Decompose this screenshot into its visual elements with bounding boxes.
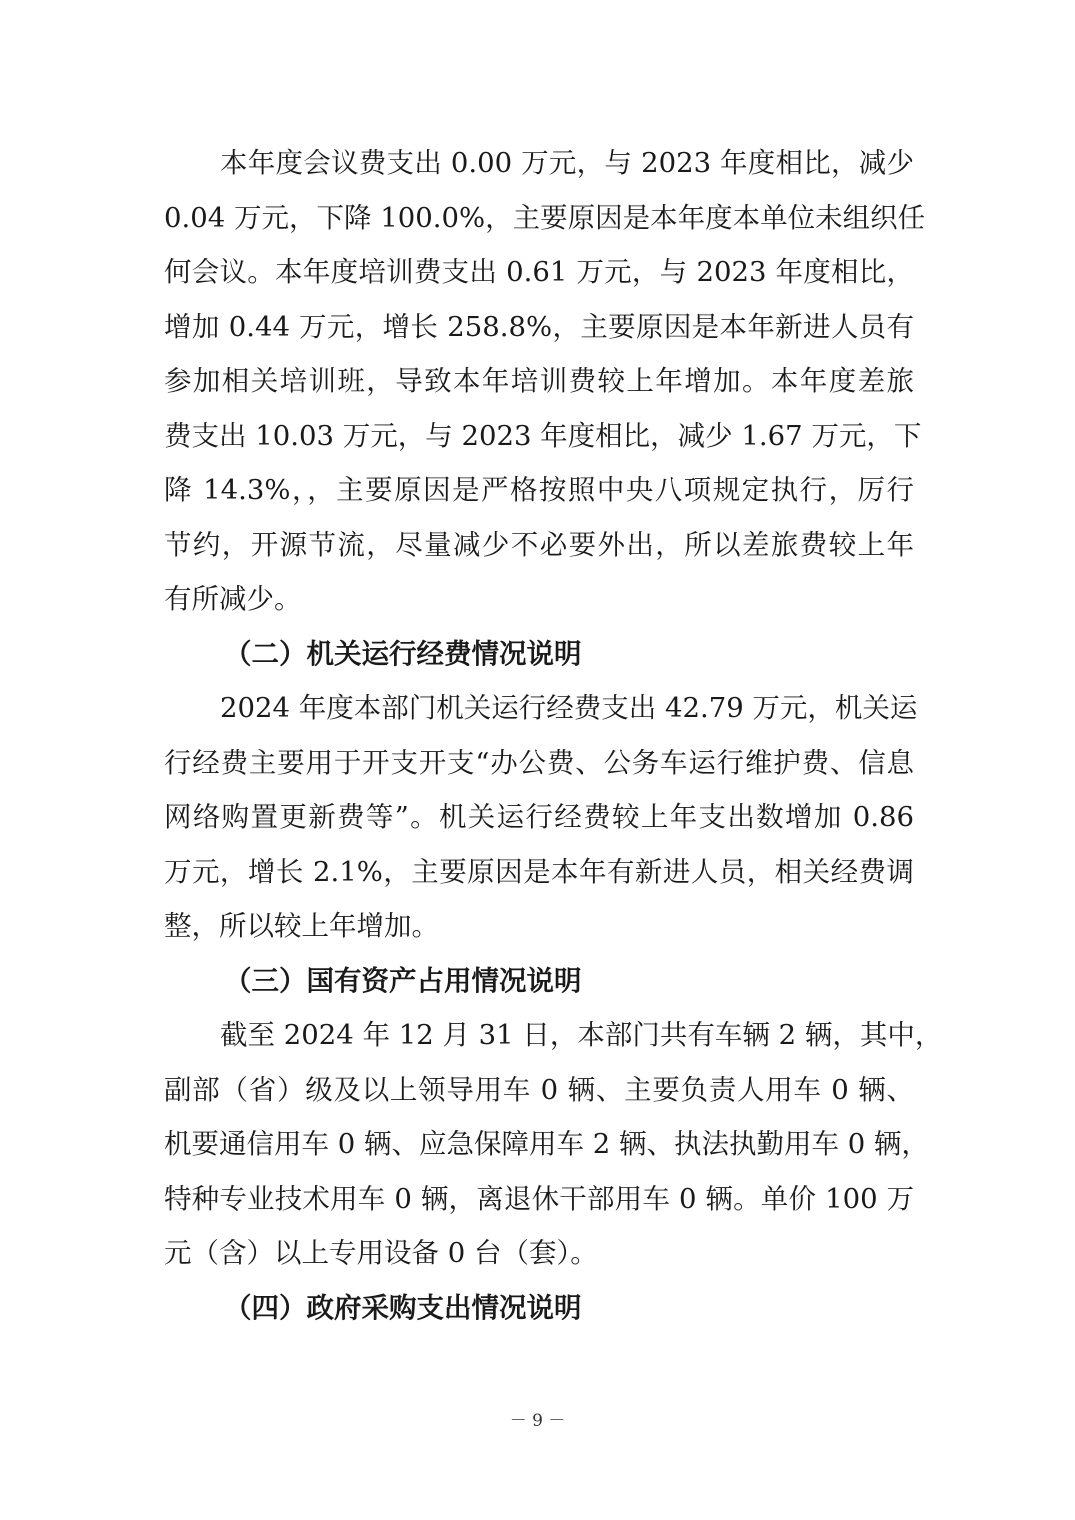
paragraph-line: 0.04 万元，下降 100.0%，主要原因是本年度本单位未组织任 (164, 201, 926, 234)
document-body (164, 136, 943, 1335)
paragraph-line: 费支出 10.03 万元，与 2023 年度相比，减少 1.67 万元，下 (164, 419, 922, 452)
section-heading: （四）政府采购支出情况说明 (224, 1291, 582, 1324)
paragraph-line: 2024 年度本部门机关运行经费支出 42.79 万元，机关运 (220, 692, 918, 724)
paragraph-line: 万元，增长 2.1%，主要原因是本年有新进人员，相关经费调 (164, 855, 914, 888)
paragraph-line: 副部（省）级及以上领导用车 0 辆、主要负责人用车 0 辆、 (164, 1073, 914, 1106)
paragraph-line: 何会议。本年度培训费支出 0.61 万元，与 2023 年度相比， (164, 256, 914, 288)
section-heading: （三）国有资产占用情况说明 (224, 964, 582, 997)
paragraph-line: 截至 2024 年 12 月 31 日，本部门共有车辆 2 辆，其中， (220, 1019, 943, 1051)
paragraph-line: 降 14.3%，，主要原因是严格按照中央八项规定执行，厉行 (164, 474, 914, 506)
paragraph-line: 行经费主要用于开支开支“办公费、公务车运行维护费、信息 (164, 746, 914, 779)
paragraph-line: 特种专业技术用车 0 辆，离退休干部用车 0 辆。单价 100 万 (164, 1182, 914, 1215)
paragraph-line: 有所减少。 (164, 583, 302, 615)
paragraph-line: 增加 0.44 万元，增长 258.8%，主要原因是本年新进人员有 (164, 310, 914, 343)
paragraph-line: 机要通信用车 0 辆、应急保障用车 2 辆、执法执勤用车 0 辆， (164, 1128, 929, 1160)
section-heading: （二）机关运行经费情况说明 (224, 637, 582, 670)
paragraph-line: 参加相关培训班，导致本年培训费较上年增加。本年度差旅 (164, 365, 914, 397)
paragraph-line: 本年度会议费支出 0.00 万元，与 2023 年度相比，减少 (220, 147, 914, 179)
paragraph-line: 元（含）以上专用设备 0 台（套）。 (164, 1237, 598, 1269)
paragraph-line: 整，所以较上年增加。 (164, 910, 439, 942)
paragraph-line: 节约，开源节流，尽量减少不必要外出，所以差旅费较上年 (164, 528, 914, 561)
page-number: － 9 － (509, 1411, 566, 1431)
paragraph-line: 网络购置更新费等”。机关运行经费较上年支出数增加 0.86 (164, 801, 914, 833)
